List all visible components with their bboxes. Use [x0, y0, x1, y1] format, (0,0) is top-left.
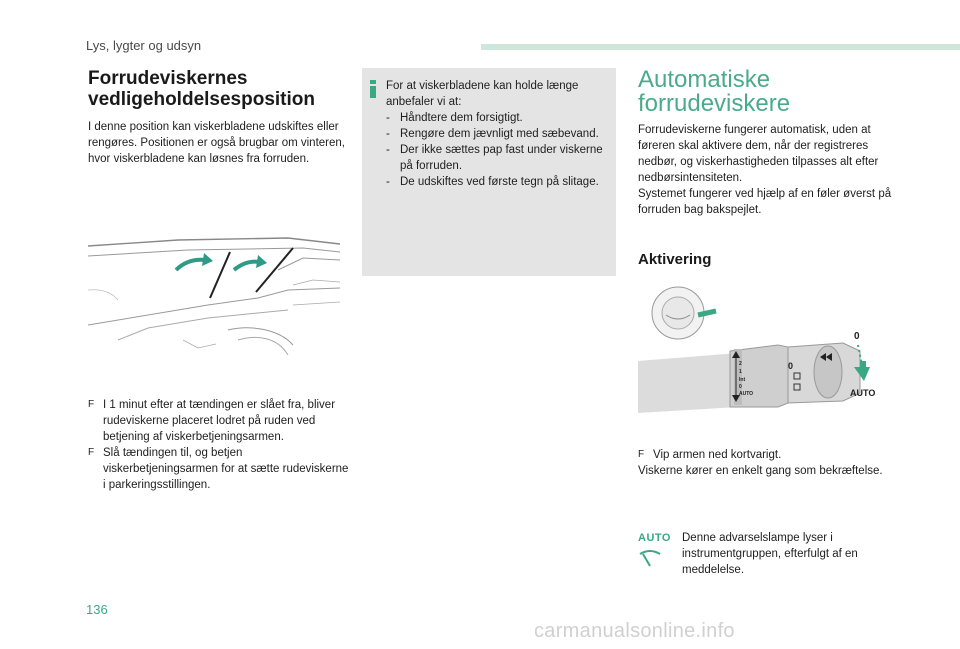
auto-wipers-intro: Forrudeviskerne fungerer automatisk, uden at føreren skal aktivere dem, når der registreres nedbør, og viskerhastigheden tilpasses alt efter nedbørsintensiteten. Systemet fungerer ved hjælp af en føler øverst på forruden bag bakspejlet.: [638, 124, 892, 216]
stalk-scale-0: 0: [739, 384, 742, 390]
auto-warning-label: AUTO: [638, 532, 671, 544]
stalk-scale-int: Int: [739, 377, 746, 383]
bullet-mark-icon: F: [88, 447, 95, 458]
list-item: - Håndtere dem forsigtigt.: [386, 112, 523, 124]
info-icon: [370, 80, 376, 98]
bullet-text: Slå tændingen til, og betjen viskerbetjeningsarmen for at sætte rudeviskerne i parkeringsstillingen.: [103, 447, 349, 491]
list-item: - De udskiftes ved første tegn på slitage.: [386, 176, 599, 188]
stalk-auto-label: AUTO: [850, 388, 876, 398]
wiper-stalk-illustration: [638, 285, 886, 413]
bullet-mark-icon: F: [88, 399, 95, 410]
wiper-warning-icon: [638, 548, 662, 568]
watermark: carmanualsonline.info: [534, 620, 735, 642]
section-header: Lys, lygter og udsyn: [86, 38, 202, 53]
stalk-scale-auto: AUTO: [739, 391, 754, 397]
auto-wipers-title: Automatiske forrudeviskere: [638, 66, 791, 117]
stalk-zero-label: 0: [854, 331, 860, 342]
list-item: F Vip armen ned kortvarigt.: [638, 449, 782, 461]
maintenance-bullets: [88, 397, 350, 493]
list-item: - Der ikke sættes pap fast under viskerne på forruden.: [386, 144, 603, 172]
stalk-scale-1: 1: [739, 369, 742, 375]
activation-subtitle: Aktivering: [638, 251, 712, 268]
info-intro: For at viskerbladene kan holde længe anbefaler vi at:: [386, 80, 579, 108]
bullet-mark-icon: F: [638, 449, 645, 460]
auto-warning-text: Denne advarselslampe lyser i instrumentgruppen, efterfulgt af en meddelelse.: [682, 532, 858, 576]
list-item: - Rengøre dem jævnligt med sæbevand.: [386, 128, 599, 140]
bullet-text: I 1 minut efter at tændingen er slået fra, bliver rudeviskerne placeret lodret på ruden ved betjening af viskerbetjeningsarmen.: [103, 399, 336, 443]
maintenance-intro: I denne position kan viskerbladene udskiftes eller rengøres. Positionen er også brugbar om vinteren, hvor viskerbladene kan løsnes fra forruden.: [88, 121, 345, 165]
stalk-zero: 0: [788, 361, 794, 371]
header-bar: [481, 44, 960, 50]
windscreen-illustration: [88, 230, 340, 355]
page-number: 136: [86, 602, 108, 617]
action-result: Viskerne kører en enkelt gang som bekræftelse.: [638, 465, 883, 477]
list-item: [88, 397, 350, 445]
maintenance-title: Forrudeviskernes vedligeholdelsesposition: [88, 68, 315, 110]
stalk-scale-2: 2: [739, 361, 742, 367]
activation-instruction: [638, 447, 900, 479]
info-box: [362, 68, 616, 276]
list-item: [88, 445, 350, 493]
